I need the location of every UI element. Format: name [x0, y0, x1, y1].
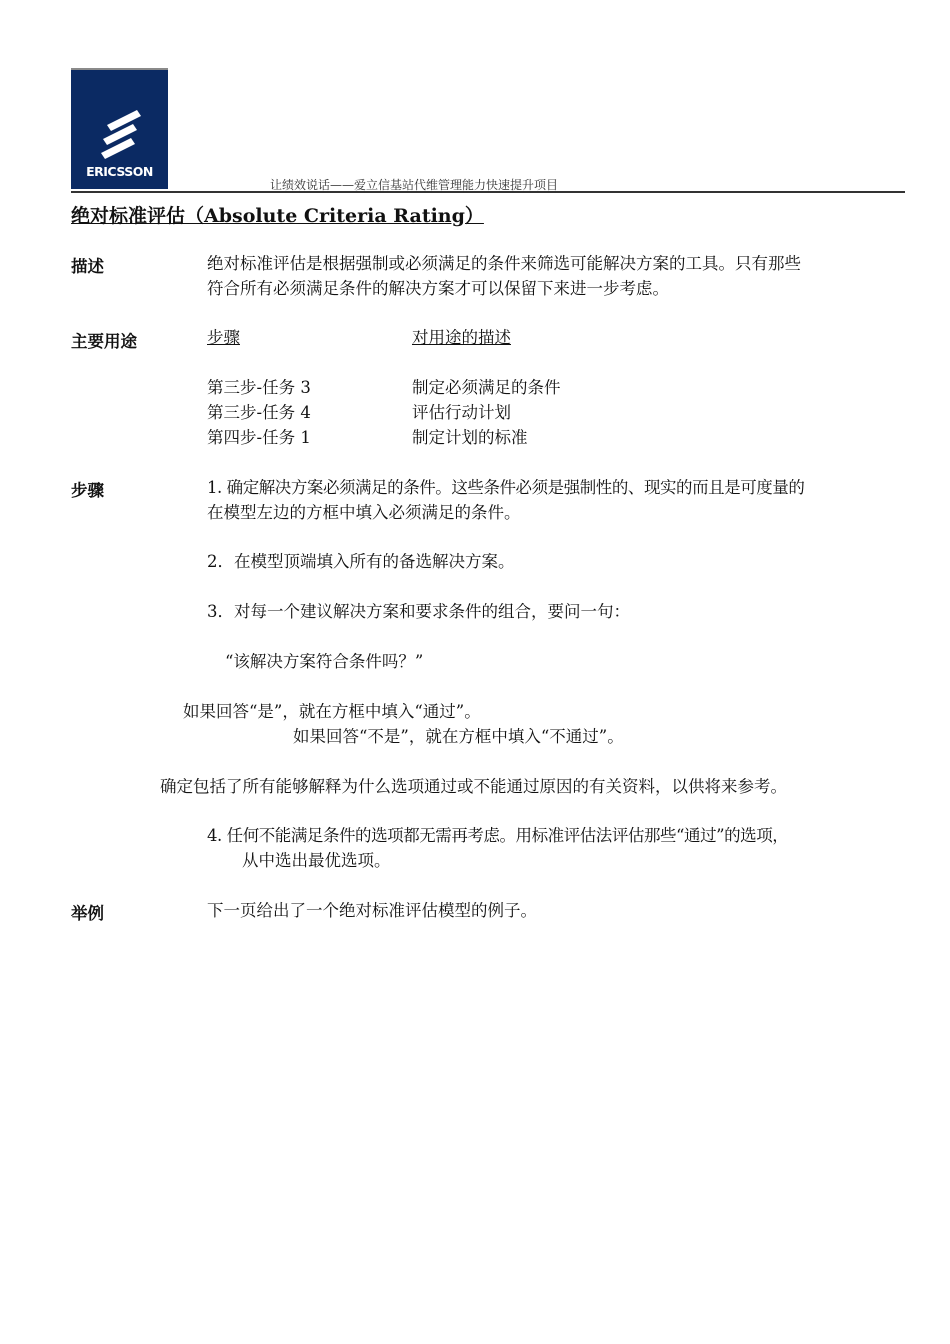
uses-row-desc: 制定必须满足的条件 — [412, 378, 561, 397]
step-1-line-2: 在模型左边的方框中填入必须满足的条件。 — [207, 503, 521, 522]
description-label: 描述 — [71, 257, 104, 276]
if-yes-text: 如果回答“是”，就在方框中填入“通过”。 — [183, 702, 481, 721]
step-4-line-2: 从中选出最优选项。 — [242, 851, 391, 870]
description-line-1: 绝对标准评估是根据强制或必须满足的条件来筛选可能解决方案的工具。只有那些 — [207, 254, 801, 273]
description-line-2: 符合所有必须满足条件的解决方案才可以保留下来进一步考虑。 — [207, 279, 669, 298]
step-4-line-1: 4. 任何不能满足条件的选项都无需再考虑。用标准评估法评估那些“通过”的选项， — [207, 826, 789, 845]
project-header: 让绩效说话——爱立信基站代维管理能力快速提升项目 — [270, 178, 559, 192]
step-2: 2．在模型顶端填入所有的备选解决方案。 — [207, 552, 515, 571]
ericsson-logo — [71, 68, 168, 189]
uses-row-step: 第三步-任务 4 — [207, 403, 311, 422]
if-no-text: 如果回答“不是”，就在方框中填入“不通过”。 — [293, 727, 624, 746]
uses-row-desc: 制定计划的标准 — [412, 428, 528, 447]
uses-row-step: 第四步-任务 1 — [207, 428, 311, 447]
steps-label: 步骤 — [71, 481, 104, 500]
logo-text: ERICSSON — [86, 164, 153, 179]
uses-row-step: 第三步-任务 3 — [207, 378, 311, 397]
uses-col-desc: 对用途的描述 — [412, 328, 511, 347]
uses-col-step: 步骤 — [207, 328, 240, 347]
step-3: 3．对每一个建议解决方案和要求条件的组合，要问一句： — [207, 602, 630, 621]
uses-row-desc: 评估行动计划 — [412, 403, 511, 422]
reference-note: 确定包括了所有能够解释为什么选项通过或不能通过原因的有关资料，以供将来参考。 — [160, 777, 787, 796]
step-1-line-1: 1. 确定解决方案必须满足的条件。这些条件必须是强制性的、现实的而且是可度量的 — [207, 478, 805, 497]
uses-label: 主要用途 — [71, 332, 137, 351]
step-3-question: “该解决方案符合条件吗？” — [225, 652, 424, 671]
page-title: 绝对标准评估（Absolute Criteria Rating） — [71, 205, 484, 227]
example-label: 举例 — [71, 904, 104, 923]
example-text: 下一页给出了一个绝对标准评估模型的例子。 — [207, 901, 537, 920]
header-divider — [71, 191, 905, 193]
